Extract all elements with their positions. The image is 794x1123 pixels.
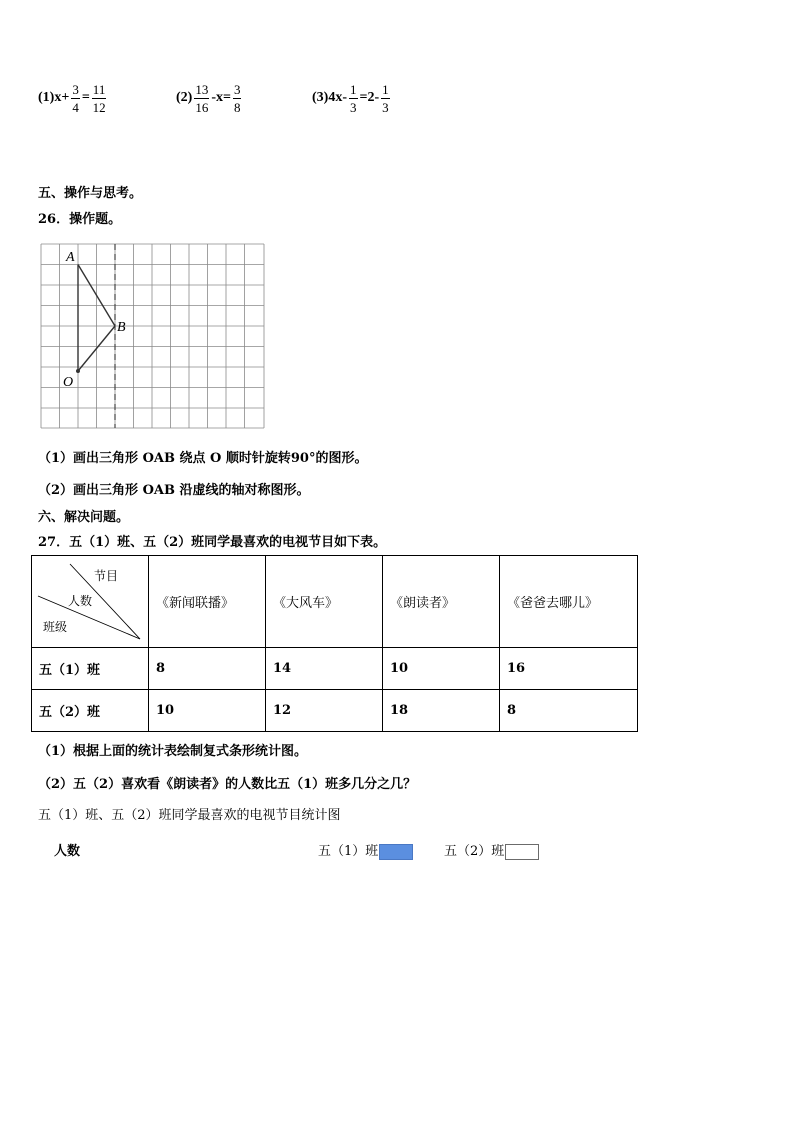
q27-sub1: （1）根据上面的统计表绘制复式条形统计图。 — [38, 744, 308, 759]
fraction — [194, 81, 209, 116]
equation-2 — [176, 78, 243, 118]
question-title: 27．五（1）班、五（2）班同学最喜欢的电视节目如下表。 — [38, 535, 387, 550]
point-o — [76, 369, 80, 373]
table-cell: 16 — [500, 648, 638, 690]
numerator: 1 — [350, 81, 357, 97]
denominator: 8 — [233, 99, 241, 115]
tv-program-table — [31, 555, 638, 732]
denominator: 12 — [92, 99, 106, 115]
question-title: 26．操作题。 — [38, 212, 122, 227]
fraction — [92, 81, 107, 116]
equation-text: = — [81, 90, 90, 105]
table-row — [32, 690, 638, 732]
numerator: 3 — [233, 81, 241, 97]
table-cell: 8 — [500, 690, 638, 732]
label-a: A — [66, 250, 75, 265]
column-header: 《爸爸去哪儿》 — [500, 556, 638, 648]
section-title: 六、解决问题。 — [38, 510, 130, 525]
table-cell: 12 — [266, 690, 383, 732]
numerator: 1 — [382, 81, 389, 97]
denominator: 4 — [72, 99, 79, 115]
label-o: O — [63, 375, 74, 390]
equation-3 — [312, 78, 392, 118]
fraction — [349, 81, 358, 116]
chart-y-label: 人数 — [54, 844, 81, 859]
grid-figure — [40, 243, 266, 433]
legend-swatch — [505, 844, 539, 860]
equation-text: =2- — [359, 90, 380, 105]
diagonal-lines — [32, 556, 148, 647]
legend-label: 五（2）班 — [444, 844, 505, 859]
table-cell: 14 — [266, 648, 383, 690]
numerator: 13 — [195, 81, 209, 97]
column-header: 《新闻联播》 — [149, 556, 266, 648]
equation-text: 4x- — [328, 90, 347, 105]
chart-title: 五（1）班、五（2）班同学最喜欢的电视节目统计图 — [38, 808, 341, 823]
header-program: 节目 — [94, 569, 119, 583]
legend-label: 五（1）班 — [318, 844, 379, 859]
fraction — [71, 81, 80, 116]
row-label: 五（1）班 — [32, 648, 149, 690]
equation-label: (3) — [312, 90, 329, 105]
row-label: 五（2）班 — [32, 690, 149, 732]
equation-label: (2) — [176, 90, 193, 105]
denominator: 16 — [195, 99, 209, 115]
denominator: 3 — [350, 99, 357, 115]
q26-sub1: （1）画出三角形 OAB 绕点 O 顺时针旋转90°的图形。 — [38, 451, 368, 466]
fraction — [233, 81, 242, 116]
grid-lines — [41, 244, 264, 428]
q27-sub2: （2）五（2）喜欢看《朗读者》的人数比五（1）班多几分之几？ — [38, 777, 417, 792]
table-cell: 8 — [149, 648, 266, 690]
legend-item-class2 — [444, 840, 539, 860]
numerator: 3 — [72, 81, 79, 97]
table-cell: 18 — [383, 690, 500, 732]
table-cell: 10 — [149, 690, 266, 732]
table-row — [32, 648, 638, 690]
header-count: 人数 — [68, 594, 93, 608]
equation-1 — [38, 78, 108, 118]
legend-swatch — [379, 844, 413, 860]
q26-sub2: （2）画出三角形 OAB 沿虚线的轴对称图形。 — [38, 483, 310, 498]
fraction — [381, 81, 390, 116]
header-class: 班级 — [43, 620, 68, 634]
column-header: 《朗读者》 — [383, 556, 500, 648]
label-b: B — [117, 320, 126, 335]
equation-text: -x= — [211, 90, 231, 105]
diagonal-header-cell — [32, 556, 149, 648]
equation-label: (1) — [38, 90, 55, 105]
legend-item-class1 — [318, 840, 413, 860]
numerator: 11 — [92, 81, 106, 97]
equation-text: x+ — [54, 90, 70, 105]
denominator: 3 — [382, 99, 389, 115]
grid-svg — [40, 243, 266, 429]
table-header-row — [32, 556, 638, 648]
column-header: 《大风车》 — [266, 556, 383, 648]
section-title: 五、操作与思考。 — [38, 186, 143, 201]
table-cell: 10 — [383, 648, 500, 690]
